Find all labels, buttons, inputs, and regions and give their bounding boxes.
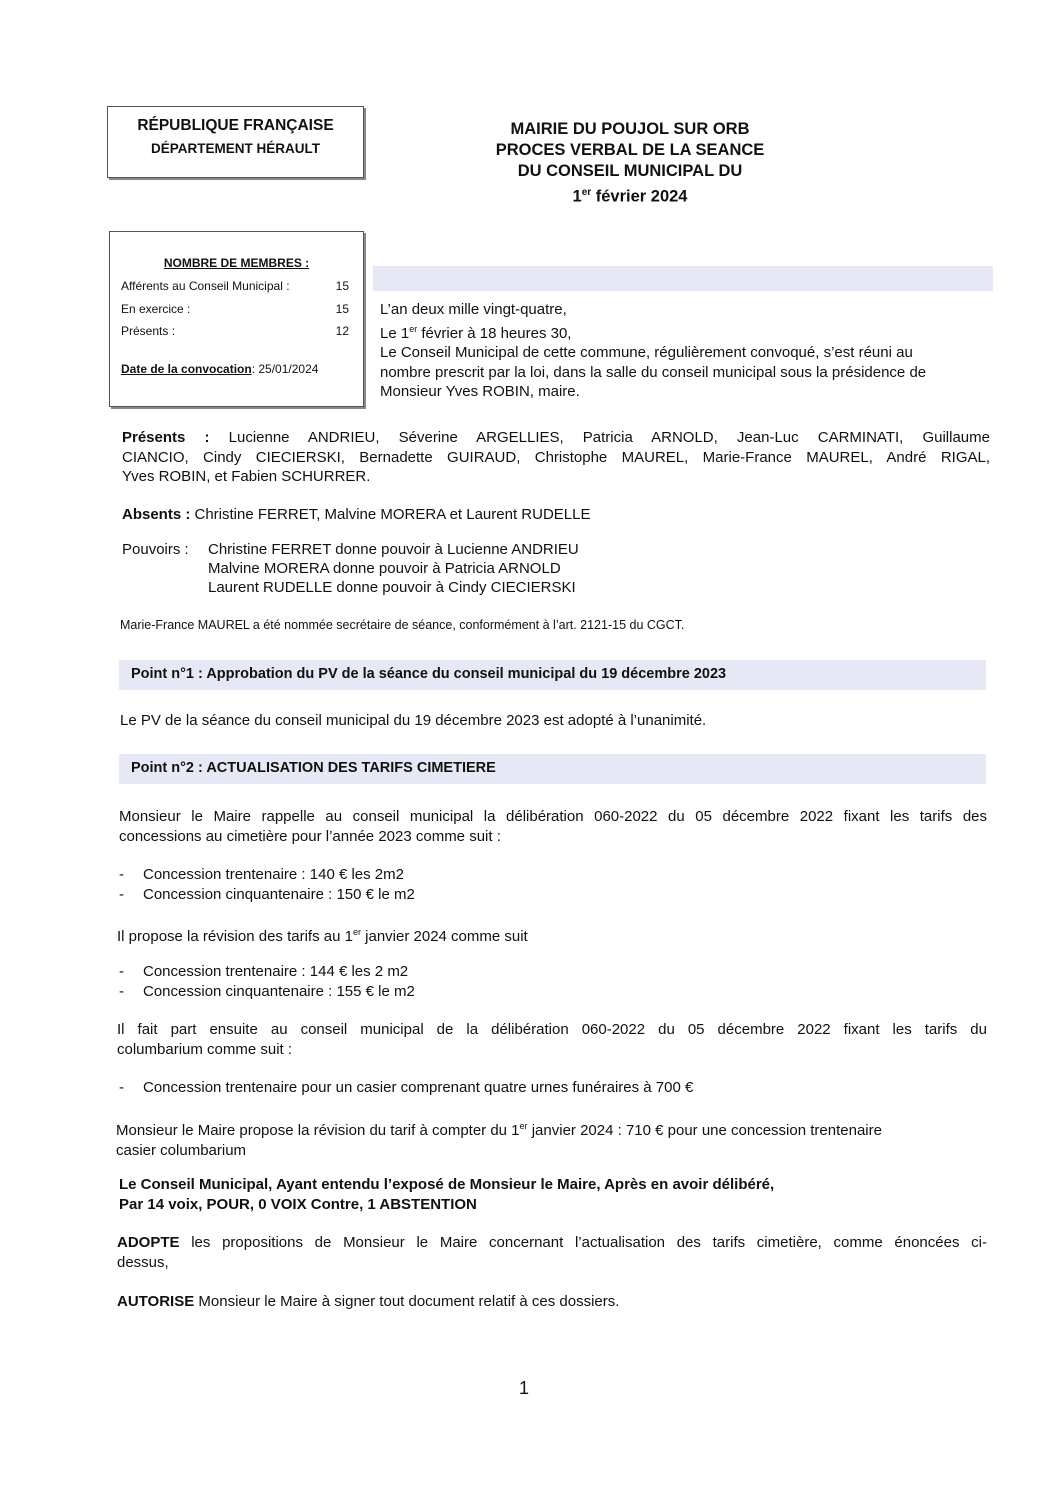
list-item: - Concession cinquantenaire : 150 € le m2 <box>119 885 415 903</box>
intro-line: Monsieur Yves ROBIN, maire. <box>380 383 580 401</box>
members-row: En exercice : 15 <box>121 302 349 316</box>
autorise-paragraph: AUTORISE Monsieur le Maire à signer tout document relatif à ces dossiers. <box>117 1293 620 1310</box>
convocation-row: Date de la convocation : 25/01/2024 <box>121 362 319 376</box>
page-number: 1 <box>519 1378 530 1398</box>
title-line-3: DU CONSEIL MUNICIPAL DU <box>517 162 743 180</box>
columbarium-list <box>119 1078 693 1098</box>
pouvoir-line: Christine FERRET donne pouvoir à Lucienne ANDRIEU <box>208 541 579 558</box>
header-band <box>373 266 993 291</box>
point1-text: Le PV de la séance du conseil municipal du 19 décembre 2023 est adopté à l’unanimité. <box>120 712 707 729</box>
absents-line: Absents : Christine FERRET, Malvine MORERA et Laurent RUDELLE <box>122 506 591 523</box>
title-date: 1er février 2024 <box>572 187 688 206</box>
columbarium-revision: Monsieur le Maire propose la révision du tarif à compter du 1er janvier 2024 : 710 € pour une concession trentenaire casier columbarium <box>116 1121 882 1159</box>
members-box <box>109 231 364 407</box>
adopte-paragraph: ADOPTE les propositions de Monsieur le Maire concernant l’actualisation des tarifs cimetière, comme énoncées ci- dessus, <box>117 1234 987 1271</box>
revision-intro: Il propose la révision des tarifs au 1er janvier 2024 comme suit <box>117 927 528 945</box>
list-item: - Concession trentenaire : 140 € les 2m2 <box>119 866 404 883</box>
pouvoir-line: Malvine MORERA donne pouvoir à Patricia ARNOLD <box>208 560 561 577</box>
intro-line: nombre prescrit par la loi, dans la salle du conseil municipal sous la présidence de <box>380 363 927 381</box>
point2-paragraph: Monsieur le Maire rappelle au conseil municipal la délibération 060-2022 du 05 décembre 2022 fixant les tarifs des concessions au cimetière pour l’année 2023 comme suit : <box>119 808 987 845</box>
department-label: DÉPARTEMENT HÉRAULT <box>151 141 320 156</box>
intro-line: Le 1er février à 18 heures 30, <box>380 323 572 342</box>
intro-paragraph <box>380 300 992 402</box>
members-heading: NOMBRE DE MEMBRES : <box>163 256 310 270</box>
members-row: Afférents au Conseil Municipal : 15 <box>121 279 349 293</box>
point1-header <box>119 660 986 690</box>
point2-header <box>119 754 986 784</box>
tariffs-2023-list <box>119 865 415 904</box>
title-line-2: PROCES VERBAL DE LA SEANCE <box>495 141 765 159</box>
point1-title: Point n°1 : Approbation du PV de la séance du conseil municipal du 19 décembre 2023 <box>131 666 727 682</box>
tariffs-2024-list <box>119 962 415 1001</box>
list-item: - Concession trentenaire pour un casier comprenant quatre urnes funéraires à 700 € <box>119 1079 694 1096</box>
title-line-1: MAIRIE DU POUJOL SUR ORB <box>510 120 750 138</box>
decision-paragraph: Le Conseil Municipal, Ayant entendu l’exposé de Monsieur le Maire, Après en avoir délibéré, Par 14 voix, POUR, 0 VOIX Contre, 1 ABSTENTION <box>119 1176 775 1213</box>
document-title <box>420 119 840 208</box>
presents-paragraph: Présents : Lucienne ANDRIEU, Séverine ARGELLIES, Patricia ARNOLD, Jean-Luc CARMINATI, Guillaume CIANCIO, Cindy CIECIERSKI, Bernadette GUIRAUD, Christophe MAUREL, Marie-France MAUREL, André RIGAL, Yves ROBIN, et Fabien SCHURRER. <box>122 429 990 486</box>
members-row: Présents : 12 <box>121 324 349 338</box>
list-item: - Concession trentenaire : 144 € les 2 m2 <box>119 963 409 980</box>
pouvoirs-label: Pouvoirs : <box>122 541 189 558</box>
columbarium-paragraph: Il fait part ensuite au conseil municipal de la délibération 060-2022 du 05 décembre 2022 fixant les tarifs du columbarium comme suit : <box>117 1021 987 1058</box>
list-item: - Concession cinquantenaire : 155 € le m2 <box>119 982 415 1000</box>
republic-label: RÉPUBLIQUE FRANÇAISE <box>137 117 334 134</box>
intro-line: Le Conseil Municipal de cette commune, régulièrement convoqué, s’est réuni au <box>380 344 913 362</box>
intro-line: L’an deux mille vingt-quatre, <box>380 301 567 318</box>
point2-title: Point n°2 : ACTUALISATION DES TARIFS CIMETIERE <box>131 760 496 776</box>
secretary-line: Marie-France MAUREL a été nommée secrétaire de séance, conformément à l’art. 2121-15 du CGCT. <box>120 618 685 632</box>
republic-box <box>107 106 364 178</box>
pouvoir-line: Laurent RUDELLE donne pouvoir à Cindy CIECIERSKI <box>208 579 576 596</box>
